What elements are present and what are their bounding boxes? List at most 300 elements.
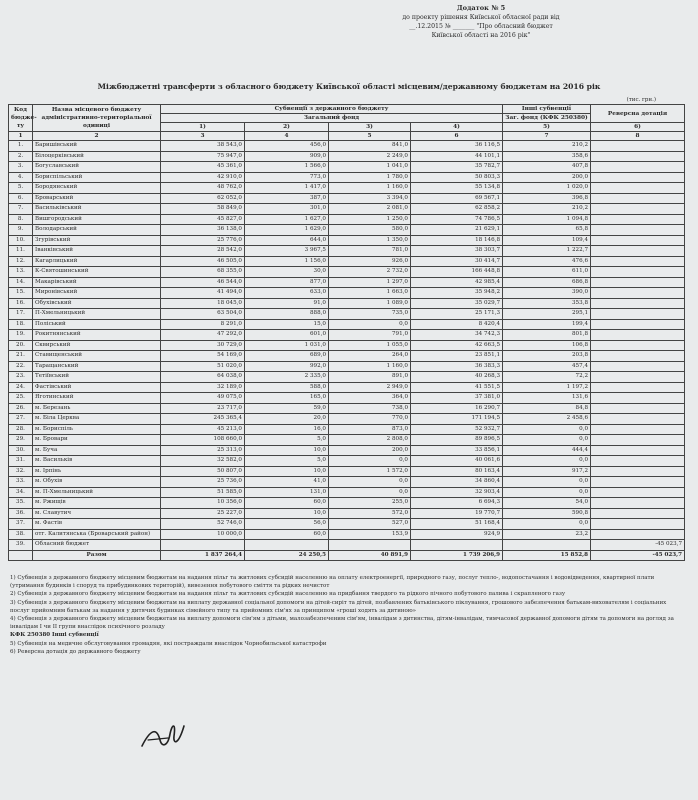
- row-value-2: 3 967,5: [245, 246, 329, 257]
- row-value-4: 35 948,2: [411, 288, 503, 299]
- row-value-1: 32 582,0: [161, 456, 245, 467]
- row-value-1: 47 292,0: [161, 330, 245, 341]
- row-value-5: 295,1: [503, 309, 591, 320]
- row-value-4: 69 567,1: [411, 193, 503, 204]
- row-code: 13.: [9, 267, 33, 278]
- row-code: 31.: [9, 456, 33, 467]
- row-value-4: 62 858,2: [411, 204, 503, 215]
- row-name: Білоцерківський: [33, 151, 161, 162]
- row-value-2: 5,0: [245, 435, 329, 446]
- row-code: 17.: [9, 309, 33, 320]
- row-value-3: 255,0: [329, 498, 411, 509]
- row-value-5: 0,0: [503, 487, 591, 498]
- row-name: Рокитнянський: [33, 330, 161, 341]
- footnote-6: 6) Реверсна дотація до державного бюджету: [10, 648, 141, 655]
- row-value-1: 30 729,0: [161, 340, 245, 351]
- row-value-2: 10,0: [245, 508, 329, 519]
- annex-line-1: до проекту рішення Київської обласної ради від: [402, 14, 560, 21]
- row-value-6: [591, 351, 685, 362]
- row-code: 3.: [9, 162, 33, 173]
- total-v5: 15 852,8: [503, 550, 591, 561]
- table-row: [9, 403, 685, 414]
- row-value-4: 35 029,7: [411, 298, 503, 309]
- col-subvention-header: Субвенції з державного бюджету: [161, 105, 503, 114]
- row-value-6: [591, 235, 685, 246]
- row-value-2: 10,0: [245, 445, 329, 456]
- table-row: [9, 267, 685, 278]
- table-row: [9, 183, 685, 194]
- row-value-2: 91,0: [245, 298, 329, 309]
- row-value-4: 166 448,8: [411, 267, 503, 278]
- row-value-3: 1 160,0: [329, 361, 411, 372]
- row-value-1: 25 313,0: [161, 445, 245, 456]
- row-value-3: 841,0: [329, 141, 411, 152]
- row-value-4: 55 134,8: [411, 183, 503, 194]
- row-value-6: [591, 372, 685, 383]
- row-value-1: 45 213,0: [161, 424, 245, 435]
- col-general-fund-header: Загальний фонд: [161, 114, 503, 123]
- row-code: 10.: [9, 235, 33, 246]
- row-value-4: 36 383,3: [411, 361, 503, 372]
- row-value-3: 1 250,0: [329, 214, 411, 225]
- row-value-3: 891,0: [329, 372, 411, 383]
- row-value-4: 32 903,4: [411, 487, 503, 498]
- row-value-1: 25 736,0: [161, 477, 245, 488]
- row-name: Баришівський: [33, 141, 161, 152]
- row-code: 9.: [9, 225, 33, 236]
- row-name: м. Бориспіль: [33, 424, 161, 435]
- row-code: 22.: [9, 361, 33, 372]
- row-code: 38.: [9, 529, 33, 540]
- table-row: [9, 393, 685, 404]
- row-value-2: 601,0: [245, 330, 329, 341]
- row-value-6: [591, 193, 685, 204]
- row-value-6: [591, 298, 685, 309]
- row-value-5: 396,8: [503, 193, 591, 204]
- col-other-subv-header: Інші субвенції: [503, 105, 591, 114]
- row-name: м. Бровари: [33, 435, 161, 446]
- row-value-1: 58 849,0: [161, 204, 245, 215]
- row-value-2: 2 335,0: [245, 372, 329, 383]
- row-value-3: 1 297,0: [329, 277, 411, 288]
- table-row: [9, 151, 685, 162]
- row-value-1: 8 291,0: [161, 319, 245, 330]
- table-row: [9, 330, 685, 341]
- row-value-6: [591, 172, 685, 183]
- footnotes: [10, 574, 680, 656]
- row-name: Фастівський: [33, 382, 161, 393]
- row-value-4: 25 171,3: [411, 309, 503, 320]
- row-value-5: 1 020,0: [503, 183, 591, 194]
- col-num-1: 1: [9, 132, 33, 141]
- row-value-3: 580,0: [329, 225, 411, 236]
- row-value-2: 56,0: [245, 519, 329, 530]
- total-label: Разом: [33, 550, 161, 561]
- row-value-2: 689,0: [245, 351, 329, 362]
- col-reverse-header: Реверсна дотація: [591, 105, 685, 123]
- table-row: [9, 361, 685, 372]
- row-value-6: [591, 487, 685, 498]
- table-row: [9, 414, 685, 425]
- row-value-5: 200,0: [503, 172, 591, 183]
- row-value-5: 0,0: [503, 456, 591, 467]
- row-code: 30.: [9, 445, 33, 456]
- row-name: К-Святошинський: [33, 267, 161, 278]
- row-value-3: 2 249,0: [329, 151, 411, 162]
- row-name: м. Васильків: [33, 456, 161, 467]
- row-value-1: 41 494,0: [161, 288, 245, 299]
- units-label: (тис. грн.): [626, 97, 656, 103]
- row-value-5: [503, 540, 591, 551]
- row-value-5: 407,8: [503, 162, 591, 173]
- row-value-5: 1 094,8: [503, 214, 591, 225]
- row-value-5: 106,8: [503, 340, 591, 351]
- row-value-3: 1 780,0: [329, 172, 411, 183]
- row-name: Бородянський: [33, 183, 161, 194]
- row-name: П-Хмельницький: [33, 309, 161, 320]
- row-value-6: [591, 508, 685, 519]
- row-value-3: 735,0: [329, 309, 411, 320]
- row-value-4: 33 856,1: [411, 445, 503, 456]
- row-value-1: 51 020,0: [161, 361, 245, 372]
- row-value-1: 18 045,0: [161, 298, 245, 309]
- row-name: Згурівський: [33, 235, 161, 246]
- col-index-2: 2): [245, 123, 329, 132]
- row-value-6: [591, 529, 685, 540]
- row-value-5: 54,0: [503, 498, 591, 509]
- col-num-5: 5: [329, 132, 411, 141]
- row-name: м. Славутич: [33, 508, 161, 519]
- footnote-kfk: КФК 250380 Інші субвенції: [10, 632, 99, 639]
- row-value-4: 924,9: [411, 529, 503, 540]
- row-code: 6.: [9, 193, 33, 204]
- row-value-1: 75 947,0: [161, 151, 245, 162]
- row-name: м. Ржищів: [33, 498, 161, 509]
- row-name: Вишгородський: [33, 214, 161, 225]
- row-value-1: 25 227,0: [161, 508, 245, 519]
- row-value-1: 23 717,0: [161, 403, 245, 414]
- row-value-1: 50 807,0: [161, 466, 245, 477]
- table-row: [9, 288, 685, 299]
- row-name: м. Обухів: [33, 477, 161, 488]
- table-row: [9, 487, 685, 498]
- row-value-3: 527,0: [329, 519, 411, 530]
- row-value-6: [591, 204, 685, 215]
- row-value-2: 1 627,0: [245, 214, 329, 225]
- row-value-4: 8 420,4: [411, 319, 503, 330]
- row-code: 11.: [9, 246, 33, 257]
- row-code: 26.: [9, 403, 33, 414]
- total-v1: 1 837 264,4: [161, 550, 245, 561]
- row-value-1: 63 504,0: [161, 309, 245, 320]
- table-body: [9, 141, 685, 551]
- row-name: Бориспільський: [33, 172, 161, 183]
- row-name: Миронівський: [33, 288, 161, 299]
- row-value-5: 0,0: [503, 519, 591, 530]
- row-value-3: 153,9: [329, 529, 411, 540]
- row-value-5: 0,0: [503, 477, 591, 488]
- row-value-6: [591, 309, 685, 320]
- total-v4: 1 739 206,9: [411, 550, 503, 561]
- row-code: 39.: [9, 540, 33, 551]
- annex-header: [376, 4, 586, 40]
- row-value-3: 1 041,0: [329, 162, 411, 173]
- row-value-2: 633,0: [245, 288, 329, 299]
- row-value-6: [591, 225, 685, 236]
- row-value-1: 25 776,0: [161, 235, 245, 246]
- col-name-header: Назва місцевого бюджету адміністративно-територіальної одиниці: [33, 105, 161, 132]
- row-code: 21.: [9, 351, 33, 362]
- row-value-4: 40 268,3: [411, 372, 503, 383]
- footnote-2: 2) Субвенція з державного бюджету місцевим бюджетам на надання пільг та житлових субсидій населенню на придбання твердого та рідкого пічного побутового палива і скрапленого газу: [10, 591, 566, 598]
- table-row: [9, 340, 685, 351]
- row-value-2: 41,0: [245, 477, 329, 488]
- row-name: Васильківський: [33, 204, 161, 215]
- row-value-5: 72,2: [503, 372, 591, 383]
- row-value-1: 49 075,0: [161, 393, 245, 404]
- row-value-5: 0,0: [503, 424, 591, 435]
- row-code: 18.: [9, 319, 33, 330]
- row-value-1: 52 746,0: [161, 519, 245, 530]
- row-value-6: [591, 424, 685, 435]
- row-name: Володарський: [33, 225, 161, 236]
- table-row: [9, 540, 685, 551]
- row-value-2: 1 031,0: [245, 340, 329, 351]
- row-code: 25.: [9, 393, 33, 404]
- row-code: 33.: [9, 477, 33, 488]
- row-code: 37.: [9, 519, 33, 530]
- row-value-3: 2 081,0: [329, 204, 411, 215]
- table-row: [9, 372, 685, 383]
- row-value-5: 23,2: [503, 529, 591, 540]
- table-row: [9, 246, 685, 257]
- row-value-4: 89 896,5: [411, 435, 503, 446]
- row-value-1: 108 660,0: [161, 435, 245, 446]
- row-value-3: 572,0: [329, 508, 411, 519]
- row-value-4: 18 146,8: [411, 235, 503, 246]
- row-value-2: 1 156,0: [245, 256, 329, 267]
- row-name: м. Біла Церква: [33, 414, 161, 425]
- row-value-1: [161, 540, 245, 551]
- row-value-5: 917,2: [503, 466, 591, 477]
- table-row: [9, 172, 685, 183]
- row-value-5: 203,8: [503, 351, 591, 362]
- row-value-2: 5,0: [245, 456, 329, 467]
- row-name: Богуславський: [33, 162, 161, 173]
- row-value-6: [591, 319, 685, 330]
- col-index-5: 5): [503, 123, 591, 132]
- row-value-5: 0,0: [503, 435, 591, 446]
- row-value-6: [591, 414, 685, 425]
- row-value-4: 80 163,4: [411, 466, 503, 477]
- row-name: м. Буча: [33, 445, 161, 456]
- row-value-2: 16,0: [245, 424, 329, 435]
- row-code: 35.: [9, 498, 33, 509]
- document-title: Міжбюджетні трансферти з обласного бюджету Київської області місцевим/державному бюджетам на 2016 рік: [97, 82, 601, 91]
- row-value-4: 30 414,7: [411, 256, 503, 267]
- row-value-2: 588,0: [245, 382, 329, 393]
- row-value-5: 131,6: [503, 393, 591, 404]
- row-name: Тетіївський: [33, 372, 161, 383]
- row-value-2: 992,0: [245, 361, 329, 372]
- row-value-3: 200,0: [329, 445, 411, 456]
- row-value-3: [329, 540, 411, 551]
- row-value-2: 1 629,0: [245, 225, 329, 236]
- row-name: отг. Калитянська (Броварський район): [33, 529, 161, 540]
- row-value-6: [591, 456, 685, 467]
- row-value-5: 358,6: [503, 151, 591, 162]
- row-value-3: 364,0: [329, 393, 411, 404]
- row-value-2: 131,0: [245, 487, 329, 498]
- row-value-5: 199,4: [503, 319, 591, 330]
- row-value-6: [591, 330, 685, 341]
- row-value-1: 45 827,0: [161, 214, 245, 225]
- table-row: [9, 424, 685, 435]
- row-value-4: 19 770,7: [411, 508, 503, 519]
- col-code-header: Код бюдже-ту: [9, 105, 33, 132]
- row-value-6: [591, 214, 685, 225]
- total-v3: 40 891,9: [329, 550, 411, 561]
- row-value-4: 37 381,0: [411, 393, 503, 404]
- row-value-2: 1 566,0: [245, 162, 329, 173]
- table-row: [9, 466, 685, 477]
- table-row: [9, 382, 685, 393]
- row-value-6: [591, 435, 685, 446]
- col-index-4: 4): [411, 123, 503, 132]
- row-value-2: 1 417,0: [245, 183, 329, 194]
- table-row: [9, 319, 685, 330]
- annex-line-3: Київської області на 2016 рік": [431, 32, 531, 39]
- row-value-4: 16 290,7: [411, 403, 503, 414]
- row-code: 23.: [9, 372, 33, 383]
- row-value-2: 10,0: [245, 466, 329, 477]
- row-value-3: 1 572,0: [329, 466, 411, 477]
- row-code: 4.: [9, 172, 33, 183]
- row-value-1: 45 361,0: [161, 162, 245, 173]
- row-value-5: 686,8: [503, 277, 591, 288]
- row-value-1: 42 910,0: [161, 172, 245, 183]
- row-value-3: 0,0: [329, 477, 411, 488]
- row-value-2: 59,0: [245, 403, 329, 414]
- col-special-fund-header: Заг. фонд (КФК 250380): [503, 114, 591, 123]
- row-value-3: 1 055,0: [329, 340, 411, 351]
- row-value-2: 773,0: [245, 172, 329, 183]
- table-row: [9, 277, 685, 288]
- row-value-6: [591, 393, 685, 404]
- row-value-6: [591, 246, 685, 257]
- row-value-1: 48 762,0: [161, 183, 245, 194]
- row-name: Ставищенський: [33, 351, 161, 362]
- row-value-2: 60,0: [245, 529, 329, 540]
- row-value-5: 1 222,7: [503, 246, 591, 257]
- row-code: 19.: [9, 330, 33, 341]
- col-index-6: 6): [591, 123, 685, 132]
- row-value-3: 1 160,0: [329, 183, 411, 194]
- row-value-6: [591, 141, 685, 152]
- row-value-2: 888,0: [245, 309, 329, 320]
- row-code: 5.: [9, 183, 33, 194]
- row-value-1: 10 000,0: [161, 529, 245, 540]
- row-value-5: 390,0: [503, 288, 591, 299]
- row-value-4: 34 742,3: [411, 330, 503, 341]
- row-value-1: 32 189,0: [161, 382, 245, 393]
- row-value-1: 28 542,0: [161, 246, 245, 257]
- row-value-2: 877,0: [245, 277, 329, 288]
- footnote-1: 1) Субвенція з державного бюджету місцевим бюджетам на надання пільг та житлових субсидій населенню на оплату електроенергії, природного газу, послуг тепло-, водопостачання і водовідведення, квартирної плати (утримання будинків і споруд та прибудинкових територій), вивезення побутового сміття та рідких нечистот: [10, 575, 655, 590]
- row-value-2: 30,0: [245, 267, 329, 278]
- row-code: 12.: [9, 256, 33, 267]
- row-name: Таращанський: [33, 361, 161, 372]
- row-value-2: [245, 540, 329, 551]
- row-code: 24.: [9, 382, 33, 393]
- row-value-4: 74 786,5: [411, 214, 503, 225]
- row-value-3: 781,0: [329, 246, 411, 257]
- row-value-6: [591, 498, 685, 509]
- row-value-3: 738,0: [329, 403, 411, 414]
- table-row: [9, 435, 685, 446]
- row-value-5: 210,2: [503, 141, 591, 152]
- table-row: [9, 235, 685, 246]
- col-num-2: 2: [33, 132, 161, 141]
- row-name: Обласний бюджет: [33, 540, 161, 551]
- row-value-4: 38 303,7: [411, 246, 503, 257]
- col-index-3: 3): [329, 123, 411, 132]
- table-row: [9, 162, 685, 173]
- row-value-3: 264,0: [329, 351, 411, 362]
- row-value-6: [591, 477, 685, 488]
- row-value-6: [591, 267, 685, 278]
- row-code: 8.: [9, 214, 33, 225]
- table-row: [9, 477, 685, 488]
- row-code: 1.: [9, 141, 33, 152]
- table-row: [9, 225, 685, 236]
- row-value-6: [591, 403, 685, 414]
- col-num-6: 6: [411, 132, 503, 141]
- row-value-1: 51 585,0: [161, 487, 245, 498]
- row-value-3: 873,0: [329, 424, 411, 435]
- table-row: [9, 204, 685, 215]
- row-value-3: 2 732,0: [329, 267, 411, 278]
- row-value-5: 109,4: [503, 235, 591, 246]
- table-row: [9, 351, 685, 362]
- row-value-5: 65,8: [503, 225, 591, 236]
- row-value-3: 0,0: [329, 319, 411, 330]
- table-row: [9, 519, 685, 530]
- row-code: 32.: [9, 466, 33, 477]
- row-value-3: 1 350,0: [329, 235, 411, 246]
- row-value-1: 46 544,0: [161, 277, 245, 288]
- row-value-1: 62 052,0: [161, 193, 245, 204]
- row-name: м. Ірпінь: [33, 466, 161, 477]
- row-name: Макарівський: [33, 277, 161, 288]
- row-code: 20.: [9, 340, 33, 351]
- row-value-3: 3 394,0: [329, 193, 411, 204]
- row-value-6: [591, 340, 685, 351]
- col-index-1: 1): [161, 123, 245, 132]
- footnote-3: 3) Субвенція з державного бюджету місцевим бюджетам на виплату державної соціальної допомоги на дітей-сиріт та дітей, позбавлених батьківського піклування, грошового забезпечення батькам-вихователям і соціальних послуг прийомним батькам за надання у дитячих будинках сімейного типу та прийомних сім'ях за принципом «гроші ходять за дитиною»: [10, 599, 667, 614]
- annex-number: Додаток № 5: [456, 4, 506, 12]
- row-value-4: 34 860,4: [411, 477, 503, 488]
- row-value-4: 40 061,6: [411, 456, 503, 467]
- row-code: 16.: [9, 298, 33, 309]
- annex-line-2: __.12.2015 № _______ "Про обласний бюджет: [409, 23, 553, 30]
- row-value-3: 791,0: [329, 330, 411, 341]
- row-value-2: 15,0: [245, 319, 329, 330]
- row-value-4: 6 694,3: [411, 498, 503, 509]
- row-value-3: 0,0: [329, 487, 411, 498]
- row-value-6: [591, 277, 685, 288]
- row-value-6: [591, 151, 685, 162]
